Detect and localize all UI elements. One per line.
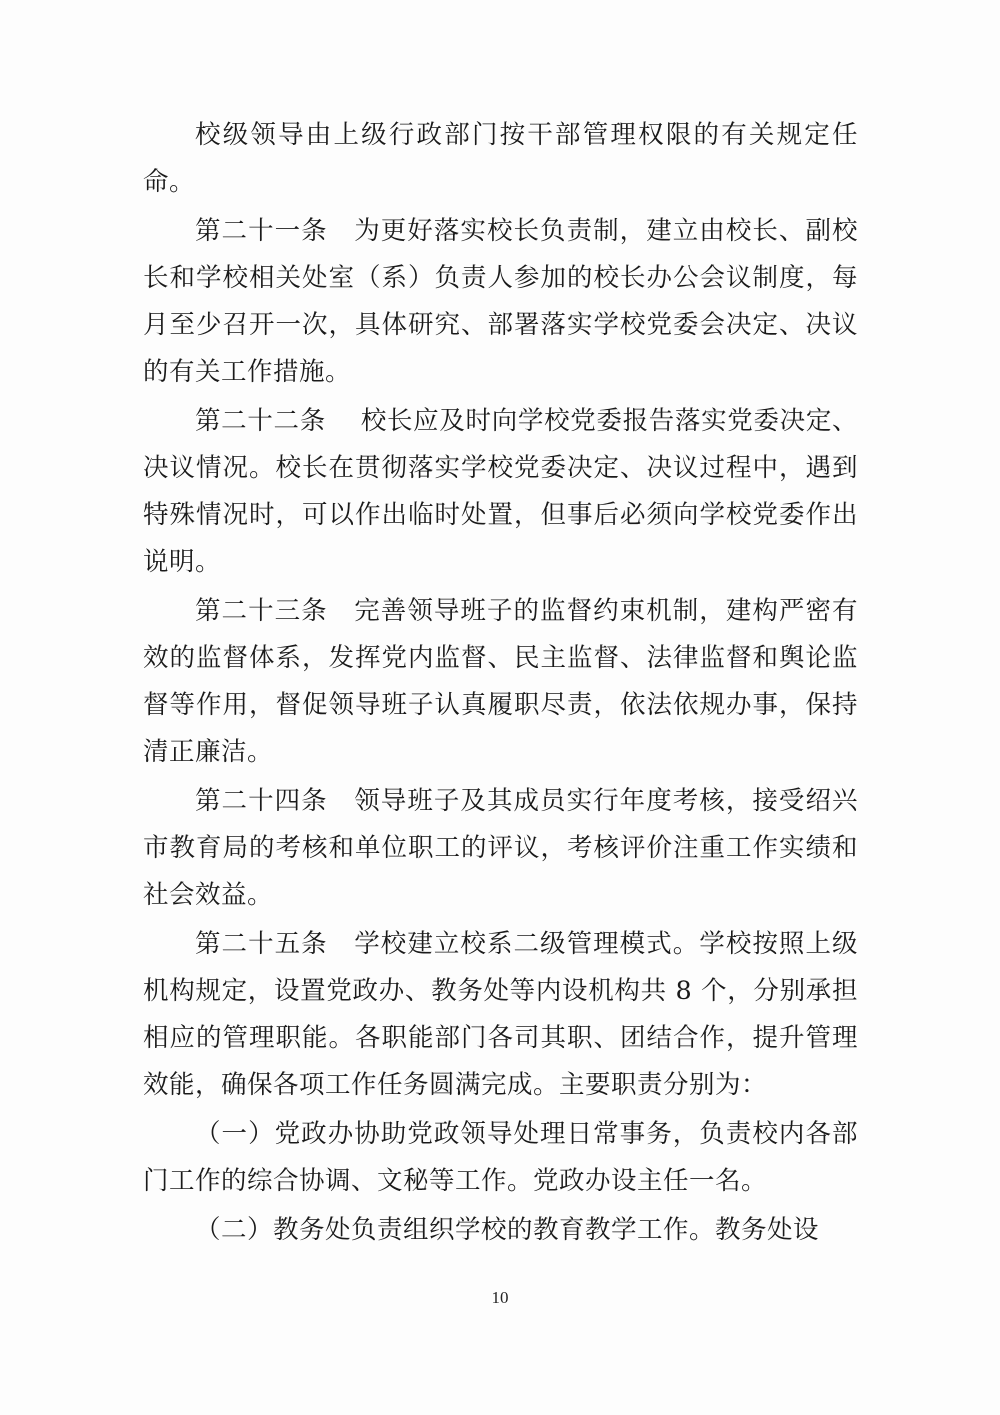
paragraph-article-25: 第二十五条 学校建立校系二级管理模式。学校按照上级机构规定，设置党政办、教务处等内设机构共 8 个，分别承担相应的管理职能。各职能部门各司其职、团结合作，提升管理效能，确保各项工作任务圆满完成。主要职责分别为： [143, 929, 858, 1100]
paragraph-school-level-leadership: 校级领导由上级行政部门按干部管理权限的有关规定任命。 [143, 120, 858, 197]
paragraph-item-1: （一）党政办协助党政领导处理日常事务，负责校内各部门工作的综合协调、文秘等工作。党政办设主任一名。 [143, 1119, 858, 1196]
paragraph-article-24: 第二十四条 领导班子及其成员实行年度考核，接受绍兴市教育局的考核和单位职工的评议，考核评价注重工作实绩和社会效益。 [143, 786, 858, 910]
paragraph-article-22: 第二十二条 校长应及时向学校党委报告落实党委决定、决议情况。校长在贯彻落实学校党委决定、决议过程中，遇到特殊情况时，可以作出临时处置，但事后必须向学校党委作出说明。 [143, 406, 858, 577]
paragraph-item-2: （二）教务处负责组织学校的教育教学工作。教务处设 [195, 1215, 820, 1245]
paragraph-article-23: 第二十三条 完善领导班子的监督约束机制，建构严密有效的监督体系，发挥党内监督、民主监督、法律监督和舆论监督等作用，督促领导班子认真履职尽责，依法依规办事，保持清正廉洁。 [143, 596, 858, 767]
paragraph-article-21: 第二十一条 为更好落实校长负责制，建立由校长、副校长和学校相关处室（系）负责人参加的校长办公会议制度，每月至少召开一次，具体研究、部署落实学校党委会决定、决议的有关工作措施。 [143, 216, 858, 387]
page-number: 10 [491, 1288, 509, 1307]
document-body [143, 112, 858, 1256]
